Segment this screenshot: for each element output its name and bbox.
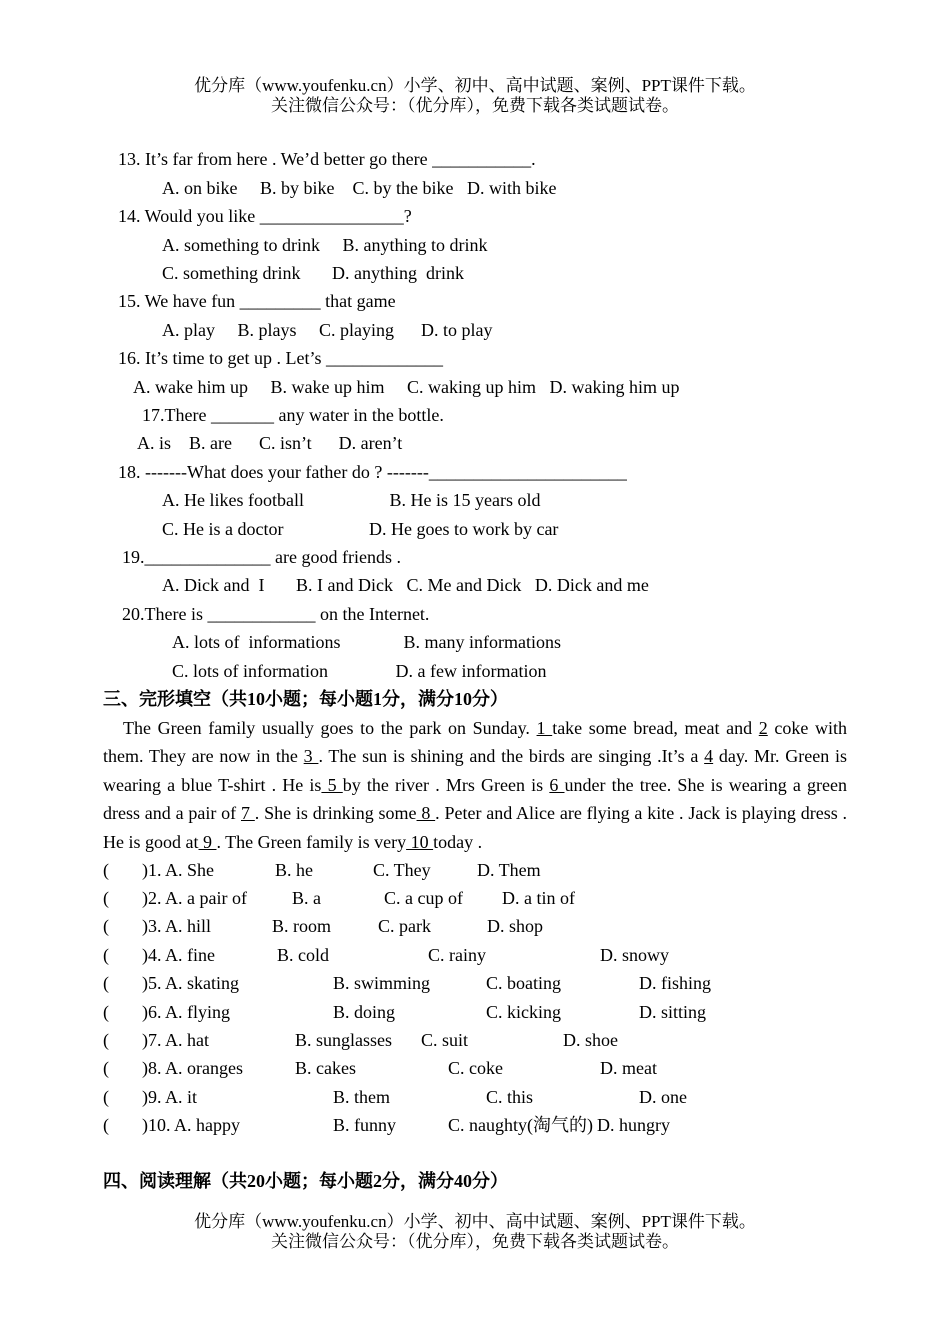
choice-paren: (: [103, 860, 109, 880]
choice-a: )2. A. a pair of: [142, 888, 247, 908]
choice-a: )5. A. skating: [142, 973, 239, 993]
choice-a: )3. A. hill: [142, 916, 212, 936]
question-19-options: A. Dick and I B. I and Dick C. Me and Dick D. Dick and me: [162, 575, 649, 595]
choice-c: C. coke: [448, 1058, 503, 1078]
blank-10: 10: [406, 831, 434, 852]
choice-d: D. one: [639, 1087, 687, 1107]
question-17-options: A. is B. are C. isn’t D. aren’t: [137, 433, 403, 453]
blank-1: 1: [536, 718, 553, 738]
choice-a: )1. A. She: [142, 860, 214, 880]
choice-paren: (: [103, 1087, 109, 1107]
choice-b: B. sunglasses: [295, 1030, 393, 1050]
choice-c: C. park: [378, 916, 431, 936]
question-15-stem: 15. We have fun _________ that game: [118, 291, 396, 311]
question-18-stem: 18. -------What does your father do ? -------______________________: [118, 462, 627, 482]
choice-b: B. room: [272, 916, 332, 936]
blank-9: 9: [198, 831, 217, 852]
choice-b: B. them: [333, 1087, 390, 1107]
question-20-options-1: A. lots of informations B. many informations: [172, 632, 561, 652]
question-20-stem: 20.There is ____________ on the Internet.: [122, 604, 430, 624]
question-13-stem: 13. It’s far from here . We’d better go there ___________.: [118, 149, 536, 169]
choice-c: C. naughty(淘气的): [448, 1115, 593, 1135]
passage-text: by the river . Mrs Green is: [342, 774, 550, 795]
choice-b: B. cakes: [295, 1058, 356, 1078]
passage-text: today .: [433, 831, 483, 852]
choice-d: D. sitting: [639, 1002, 707, 1022]
choice-d: D. a tin of: [502, 888, 575, 908]
choice-a: )6. A. flying: [142, 1002, 230, 1022]
choice-paren: (: [103, 1002, 109, 1022]
passage-text: . Peter and Alice are flying a kite . Jack is playing dress . He is good at: [103, 803, 848, 852]
choice-b: B. funny: [333, 1115, 396, 1135]
choice-d: D. Them: [477, 860, 541, 880]
choice-d: D. snowy: [600, 945, 670, 965]
blank-3: 3: [303, 746, 319, 767]
choice-c: C. They: [373, 860, 431, 880]
question-17-stem: 17.There _______ any water in the bottle.: [142, 405, 444, 425]
header-line-2: 关注微信公众号：（优分库），免费下载各类试题试卷。: [271, 96, 679, 115]
blank-4: 4: [704, 746, 714, 767]
question-18-options-1: A. He likes football B. He is 15 years old: [162, 490, 541, 510]
choice-d: D. hungry: [597, 1115, 670, 1135]
passage-text: coke with them. They are now in the: [103, 718, 848, 767]
blank-5: 5: [321, 774, 343, 795]
choice-c: C. a cup of: [384, 888, 463, 908]
choice-d: D. shop: [487, 916, 544, 936]
cloze-passage: [103, 714, 847, 856]
section-3-title: 三、完形填空（共10小题；每小题1分，满分10分）: [103, 689, 508, 709]
choice-b: B. doing: [333, 1002, 396, 1022]
footer-line-1: 优分库（www.youfenku.cn）小学、初中、高中试题、案例、PPT课件下载。: [194, 1212, 756, 1231]
question-19-stem: 19.______________ are good friends .: [122, 547, 401, 567]
question-15-options: A. play B. plays C. playing D. to play: [162, 320, 493, 340]
choice-d: D. fishing: [639, 973, 711, 993]
question-14-stem: 14. Would you like ________________?: [118, 206, 412, 226]
question-14-options-1: A. something to drink B. anything to drink: [162, 235, 488, 255]
choice-d: D. shoe: [563, 1030, 618, 1050]
passage-text: take some bread, meat and: [552, 718, 759, 738]
question-18-options-2: C. He is a doctor D. He goes to work by car: [162, 519, 559, 539]
question-16-options: A. wake him up B. wake up him C. waking up him D. waking him up: [133, 377, 680, 397]
section-4-title: 四、阅读理解（共20小题；每小题2分，满分40分）: [103, 1171, 508, 1191]
page-footer: [0, 1212, 950, 1252]
choice-c: C. boating: [486, 973, 561, 993]
choice-a: )4. A. fine: [142, 945, 215, 965]
passage-text: . The sun is shining and the birds are singing .It’s a: [318, 746, 705, 767]
choice-paren: (: [103, 888, 109, 908]
choice-paren: (: [103, 916, 109, 936]
header-line-1: 优分库（www.youfenku.cn）小学、初中、高中试题、案例、PPT课件下载。: [194, 76, 756, 95]
blank-8: 8: [416, 803, 436, 824]
choice-paren: (: [103, 945, 109, 965]
choice-c: C. kicking: [486, 1002, 561, 1022]
blank-2: 2: [758, 718, 768, 738]
choice-c: C. this: [486, 1087, 534, 1107]
choice-paren: (: [103, 1115, 109, 1135]
choice-c: C. rainy: [428, 945, 486, 965]
passage-text: The Green family usually goes to the park on Sunday.: [123, 718, 537, 738]
blank-7: 7: [240, 803, 255, 824]
page-header: [0, 76, 950, 116]
passage-text: . The Green family is very: [216, 831, 407, 852]
question-16-stem: 16. It’s time to get up . Let’s _____________: [118, 348, 443, 368]
passage-text: . She is drinking some: [254, 803, 417, 824]
choice-b: B. a: [292, 888, 321, 908]
choice-a: )8. A. oranges: [142, 1058, 243, 1078]
choice-a: )10. A. happy: [142, 1115, 240, 1135]
choice-paren: (: [103, 973, 109, 993]
question-13-options: A. on bike B. by bike C. by the bike D. with bike: [162, 178, 557, 198]
choice-c: C. suit: [421, 1030, 469, 1050]
choice-b: B. swimming: [333, 973, 431, 993]
choice-d: D. meat: [600, 1058, 657, 1078]
passage-text: under the tree. She is wearing a green dress and a pair of: [103, 774, 848, 824]
choice-paren: (: [103, 1030, 109, 1050]
passage-text: day. Mr. Green is wearing a blue T-shirt . He is: [103, 746, 847, 795]
question-20-options-2: C. lots of information D. a few information: [172, 661, 547, 681]
choice-a: )7. A. hat: [142, 1030, 209, 1050]
choice-paren: (: [103, 1058, 109, 1078]
blank-6: 6: [549, 774, 565, 795]
choice-a: )9. A. it: [142, 1087, 198, 1107]
choice-b: B. he: [275, 860, 313, 880]
choice-b: B. cold: [277, 945, 329, 965]
footer-line-2: 关注微信公众号：（优分库），免费下载各类试题试卷。: [271, 1232, 679, 1251]
question-14-options-2: C. something drink D. anything drink: [162, 263, 464, 283]
